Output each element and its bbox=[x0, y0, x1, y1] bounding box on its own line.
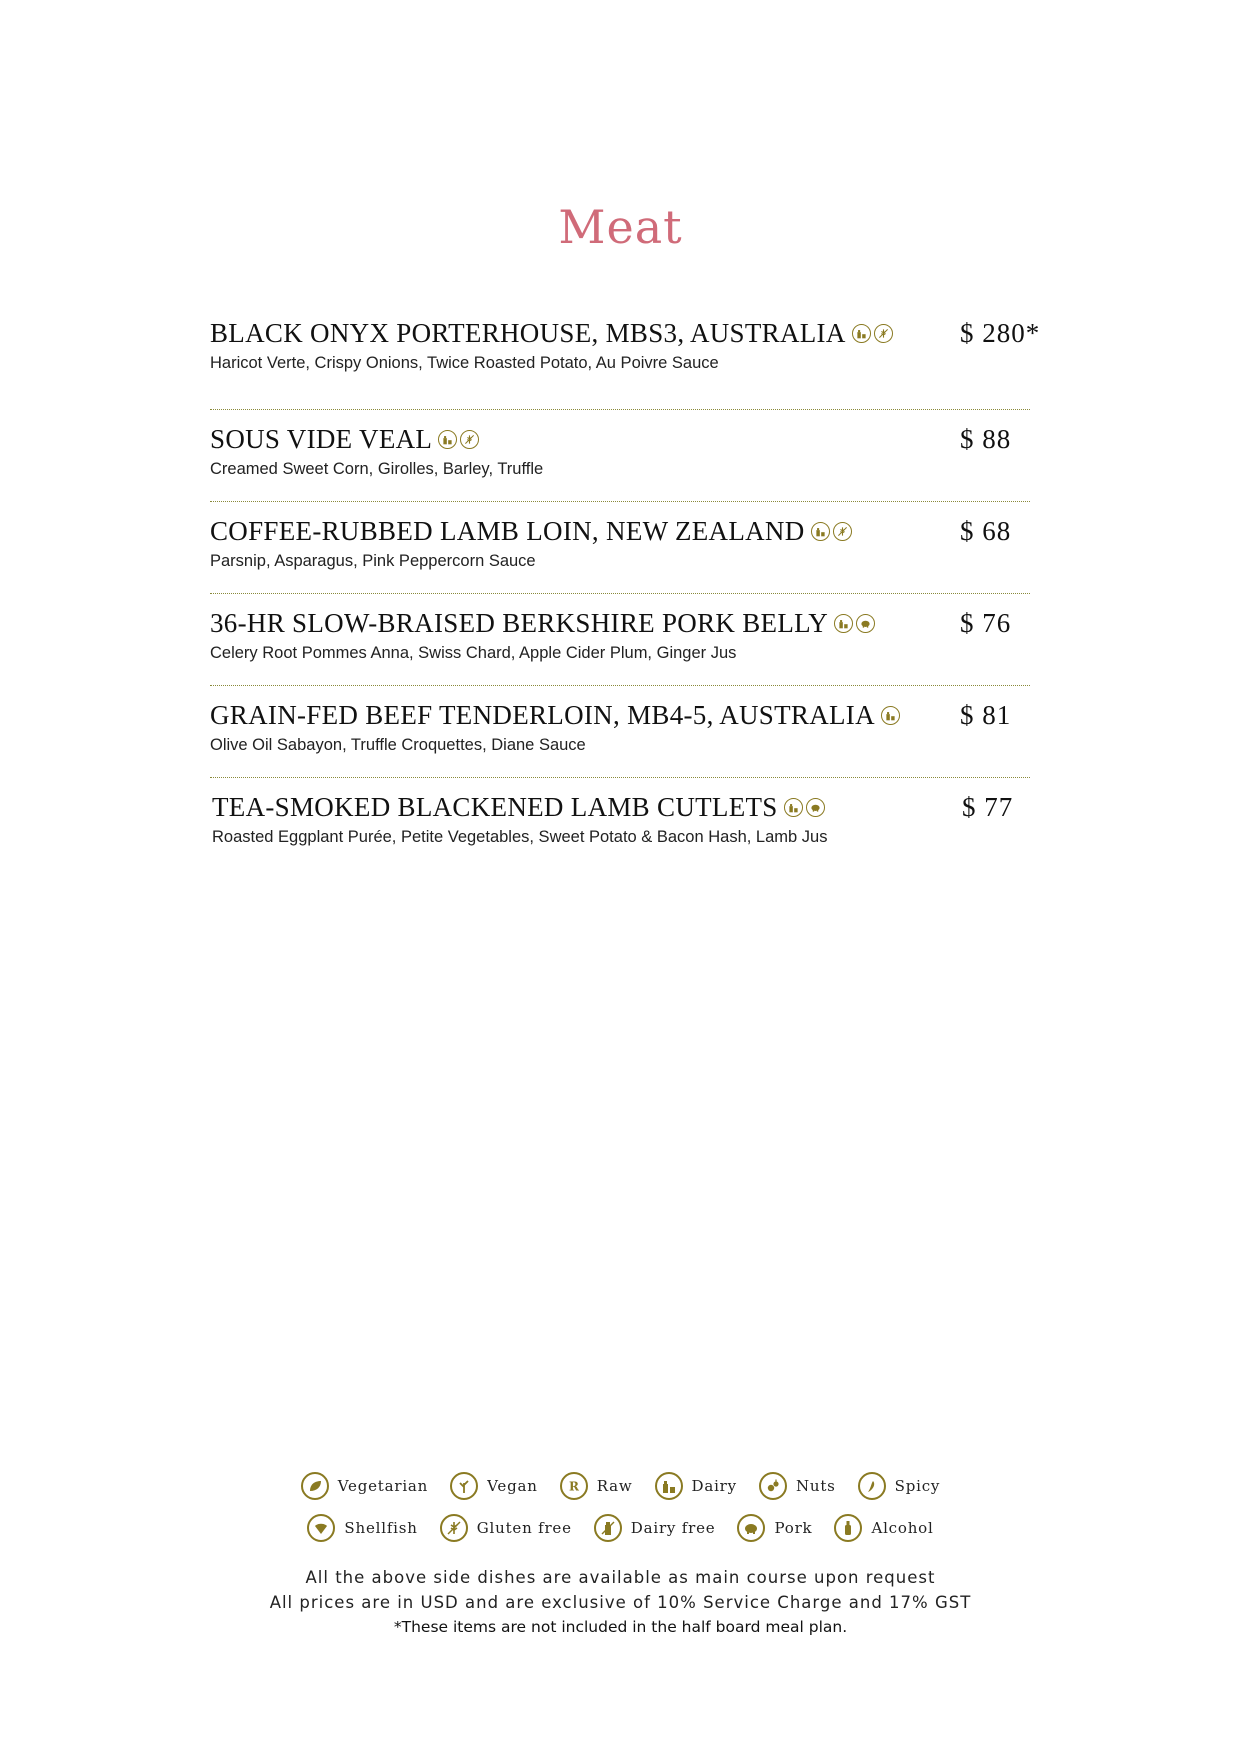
menu-item-name bbox=[210, 424, 479, 455]
menu-item bbox=[210, 318, 1041, 410]
dietary-legend bbox=[0, 1472, 1241, 1556]
menu-item-price: $ 280* bbox=[960, 318, 1041, 348]
legend-row bbox=[0, 1472, 1241, 1500]
menu-item-icons bbox=[834, 614, 875, 633]
menu-item-price: $ 81 bbox=[960, 700, 1012, 730]
menu-item-name-text: TEA-SMOKED BLACKENED LAMB CUTLETS bbox=[212, 792, 778, 822]
footer-notes bbox=[0, 1565, 1241, 1640]
shellfish-icon bbox=[307, 1514, 335, 1542]
menu-item-description: Roasted Eggplant Purée, Petite Vegetables, Sweet Potato & Bacon Hash, Lamb Jus bbox=[212, 828, 828, 846]
menu-item-price: $ 77 bbox=[962, 792, 1014, 822]
menu-item-name bbox=[210, 700, 900, 731]
menu-item-name bbox=[210, 516, 852, 547]
legend-label: Dairy bbox=[691, 1477, 737, 1495]
dairy-icon bbox=[852, 324, 871, 343]
menu-item-name-text: COFFEE-RUBBED LAMB LOIN, NEW ZEALAND bbox=[210, 516, 805, 546]
svg-text:R: R bbox=[568, 1479, 579, 1494]
menu-item-icons bbox=[438, 430, 479, 449]
dairy-icon bbox=[655, 1472, 683, 1500]
dairy-icon bbox=[834, 614, 853, 633]
legend-label: Pork bbox=[774, 1519, 813, 1537]
legend-label: Vegetarian bbox=[337, 1477, 429, 1495]
note-side-dishes: All the above side dishes are available as main course upon request bbox=[305, 1568, 936, 1587]
dairy-free-icon bbox=[594, 1514, 622, 1542]
dairy-icon bbox=[438, 430, 457, 449]
legend-item bbox=[301, 1472, 428, 1500]
legend-item bbox=[594, 1514, 716, 1542]
menu-item-header bbox=[210, 608, 1030, 644]
menu-item-icons bbox=[881, 706, 900, 725]
menu-item bbox=[210, 502, 1030, 594]
dairy-icon bbox=[811, 522, 830, 541]
gluten-free-icon bbox=[833, 522, 852, 541]
menu-item-description: Parsnip, Asparagus, Pink Peppercorn Sauce bbox=[210, 552, 536, 570]
menu-item-price: $ 76 bbox=[960, 608, 1012, 638]
note-prices: All prices are in USD and are exclusive of 10% Service Charge and 17% GST bbox=[269, 1593, 972, 1612]
pork-icon bbox=[856, 614, 875, 633]
legend-label: Dairy free bbox=[630, 1519, 716, 1537]
menu-item-price: $ 88 bbox=[960, 424, 1012, 454]
legend-label: Raw bbox=[596, 1477, 633, 1495]
pork-icon bbox=[806, 798, 825, 817]
legend-item bbox=[307, 1514, 417, 1542]
page-title: Meat bbox=[558, 200, 683, 254]
menu-item-name-text: 36-HR SLOW-BRAISED BERKSHIRE PORK BELLY bbox=[210, 608, 829, 638]
menu-item-header bbox=[210, 700, 1030, 736]
menu-item-name bbox=[210, 318, 893, 349]
legend-row bbox=[0, 1514, 1241, 1542]
menu-item-header bbox=[210, 424, 1030, 460]
legend-label: Spicy bbox=[894, 1477, 941, 1495]
spicy-icon bbox=[858, 1472, 886, 1500]
legend-label: Nuts bbox=[795, 1477, 836, 1495]
menu-item-header bbox=[210, 516, 1030, 552]
menu-item-description: Creamed Sweet Corn, Girolles, Barley, Truffle bbox=[210, 460, 544, 478]
legend-label: Gluten free bbox=[476, 1519, 572, 1537]
menu-item-name-text: SOUS VIDE VEAL bbox=[210, 424, 433, 454]
menu-item bbox=[210, 410, 1030, 502]
legend-item bbox=[560, 1472, 633, 1500]
menu-item-icons bbox=[784, 798, 825, 817]
legend-item bbox=[737, 1514, 812, 1542]
legend-label: Shellfish bbox=[344, 1519, 418, 1537]
menu-item-header bbox=[210, 318, 1041, 354]
pork-icon bbox=[737, 1514, 765, 1542]
vegan-icon bbox=[450, 1472, 478, 1500]
menu-item bbox=[210, 594, 1030, 686]
legend-item bbox=[759, 1472, 836, 1500]
alcohol-icon bbox=[834, 1514, 862, 1542]
menu-item-icons bbox=[811, 522, 852, 541]
gluten-free-icon bbox=[460, 430, 479, 449]
menu-item-header bbox=[212, 792, 1030, 828]
menu-item-icons bbox=[852, 324, 893, 343]
vegetarian-icon bbox=[301, 1472, 329, 1500]
menu-item-description: Celery Root Pommes Anna, Swiss Chard, Apple Cider Plum, Ginger Jus bbox=[210, 644, 737, 662]
legend-label: Vegan bbox=[487, 1477, 538, 1495]
gluten-free-icon bbox=[874, 324, 893, 343]
dairy-icon bbox=[784, 798, 803, 817]
nuts-icon bbox=[759, 1472, 787, 1500]
legend-item bbox=[858, 1472, 941, 1500]
menu-item-description: Olive Oil Sabayon, Truffle Croquettes, Diane Sauce bbox=[210, 736, 586, 754]
menu-item-name bbox=[212, 792, 825, 823]
gluten-free-icon bbox=[440, 1514, 468, 1542]
menu-list bbox=[210, 318, 1041, 869]
legend-item bbox=[834, 1514, 933, 1542]
menu-item-name-text: BLACK ONYX PORTERHOUSE, MBS3, AUSTRALIA bbox=[210, 318, 846, 348]
menu-item-description: Haricot Verte, Crispy Onions, Twice Roasted Potato, Au Poivre Sauce bbox=[210, 354, 719, 372]
menu-item bbox=[210, 686, 1030, 778]
menu-item-name bbox=[210, 608, 875, 639]
menu-item-price: $ 68 bbox=[960, 516, 1012, 546]
legend-label: Alcohol bbox=[871, 1519, 934, 1537]
note-half-board: *These items are not included in the half board meal plan. bbox=[393, 1618, 848, 1636]
legend-item bbox=[450, 1472, 538, 1500]
legend-item bbox=[440, 1514, 572, 1542]
menu-item-name-text: GRAIN-FED BEEF TENDERLOIN, MB4-5, AUSTRALIA bbox=[210, 700, 875, 730]
legend-item bbox=[655, 1472, 737, 1500]
menu-item bbox=[210, 778, 1030, 869]
dairy-icon bbox=[881, 706, 900, 725]
raw-icon bbox=[560, 1472, 588, 1500]
